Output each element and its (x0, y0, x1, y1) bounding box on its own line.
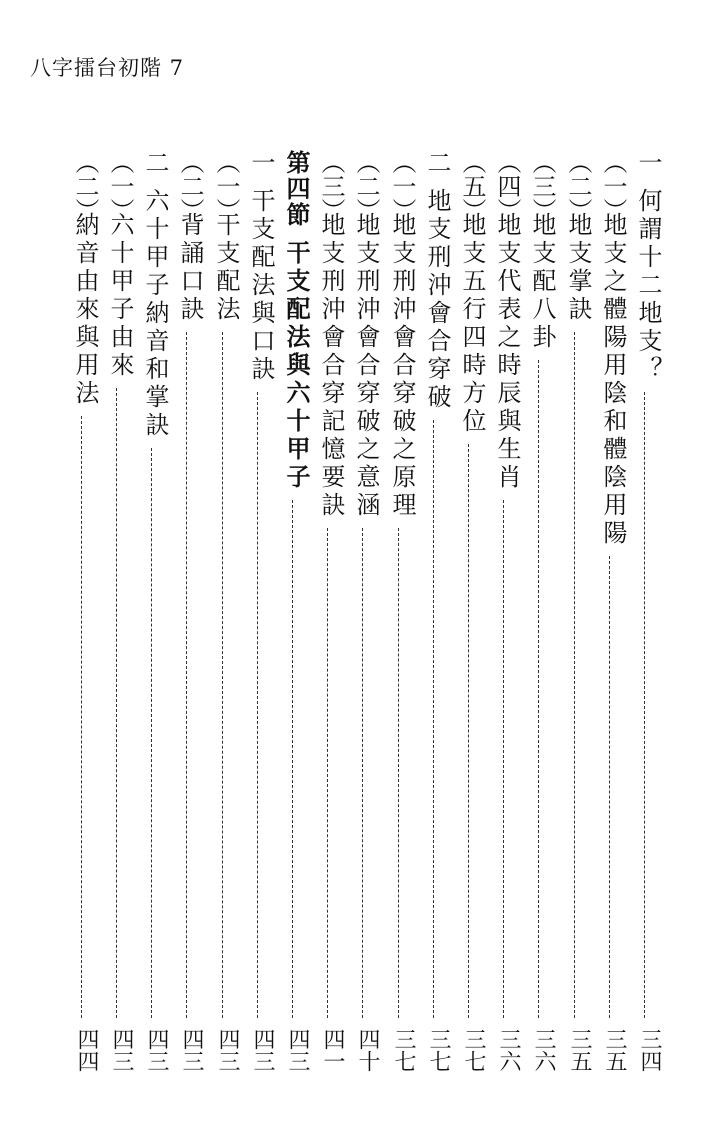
toc-entry-title: 何謂十二地支？ (634, 188, 662, 384)
toc-page-number: 三七 (426, 1028, 451, 1072)
toc-entry-marker: （一） (212, 150, 240, 222)
dotted-leader (398, 528, 399, 1018)
toc-entry (384, 150, 414, 1080)
toc-entry (243, 150, 273, 1080)
toc-entry-title: 地支刑沖會合穿破 (423, 188, 451, 412)
toc-entry (630, 150, 660, 1080)
toc-page-number: 三六 (496, 1028, 521, 1072)
toc-entry-marker: 二 (423, 150, 451, 174)
toc-page-number: 四三 (250, 1028, 275, 1072)
toc-entry-marker: （一） (106, 150, 134, 222)
toc-entry (560, 150, 590, 1080)
dotted-leader (327, 528, 328, 1018)
dotted-leader (609, 556, 610, 1018)
dotted-leader (503, 500, 504, 1018)
toc-entry-title: 干支配法與口訣 (247, 188, 275, 384)
toc-page-number: 三五 (602, 1028, 627, 1072)
toc-entry-title: 干支配法與六十甲子 (282, 240, 311, 492)
toc-entry-marker: （五） (458, 150, 486, 222)
toc-page-number: 四三 (179, 1028, 204, 1072)
toc-entry (454, 150, 484, 1080)
toc-entry (419, 150, 449, 1080)
toc-page-number: 四一 (320, 1028, 345, 1072)
toc-entry-title: 地支之體陽用陰和體陰用陽 (599, 212, 627, 548)
toc-entry-title: 干支配法 (212, 212, 240, 324)
toc-entry (489, 150, 519, 1080)
toc-entry-title: 地支配八卦 (528, 212, 556, 352)
dotted-leader (362, 528, 363, 1018)
toc-entry (208, 150, 238, 1080)
toc-entry-marker: （四） (493, 150, 521, 222)
toc-page-number: 三七 (461, 1028, 486, 1072)
toc-entry (172, 150, 202, 1080)
dotted-leader (468, 444, 469, 1018)
toc-entry (524, 150, 554, 1080)
running-header: 八字擂台初階 7 (30, 56, 185, 80)
toc-entry-title: 納音由來與用法 (71, 212, 99, 408)
toc-page-number: 三五 (567, 1028, 592, 1072)
toc-entry (595, 150, 625, 1080)
toc-entry-title: 六十甲子納音和掌訣 (141, 188, 169, 440)
toc-page-number: 三七 (391, 1028, 416, 1072)
toc-entry-title: 地支刑沖會合穿破之意涵 (352, 212, 380, 520)
toc-page-number: 四三 (215, 1028, 240, 1072)
dotted-leader (433, 420, 434, 1018)
dotted-leader (257, 392, 258, 1018)
toc-entry-marker: （二） (352, 150, 380, 222)
toc-entry-marker: （二） (176, 150, 204, 222)
dotted-leader (538, 360, 539, 1018)
toc-entry (348, 150, 378, 1080)
toc-entry-title: 地支五行四時方位 (458, 212, 486, 436)
toc-page-number: 四三 (109, 1028, 134, 1072)
toc-entry-title: 背誦口訣 (176, 212, 204, 324)
toc-section-heading (278, 150, 311, 1080)
toc-page-number: 三六 (531, 1028, 556, 1072)
toc-entry-marker: （二） (71, 150, 99, 222)
dotted-leader (644, 392, 645, 1018)
toc-entry (67, 150, 97, 1080)
toc-entry-marker: （三） (317, 150, 345, 222)
toc-entry (137, 150, 167, 1080)
toc-entry-marker: 二 (141, 150, 169, 174)
toc-page-number: 四三 (144, 1028, 169, 1072)
toc-page-number: 三四 (637, 1028, 662, 1072)
toc-entry-title: 地支掌訣 (564, 212, 592, 324)
dotted-leader (151, 448, 152, 1018)
toc-entry-title: 六十甲子由來 (106, 212, 134, 380)
dotted-leader (186, 332, 187, 1018)
toc-entry-marker: （二） (564, 150, 592, 222)
toc-entry-marker: 一 (247, 150, 275, 174)
toc-entry-title: 地支代表之時辰與生肖 (493, 212, 521, 492)
toc-entry-title: 地支刑沖會合穿破之原理 (388, 212, 416, 520)
toc-entry-marker: （一） (599, 150, 627, 222)
toc-entry-marker: 一 (634, 150, 662, 174)
dotted-leader (574, 332, 575, 1018)
toc-entry-title: 地支刑沖會合穿記憶要訣 (317, 212, 345, 520)
toc-entry-marker: 第四節 (282, 150, 311, 228)
toc-page-number: 四三 (285, 1028, 310, 1072)
dotted-leader (292, 500, 293, 1018)
toc-page-number: 四四 (74, 1028, 99, 1072)
dotted-leader (116, 388, 117, 1018)
toc-entry-marker: （三） (528, 150, 556, 222)
toc-entry-marker: （一） (388, 150, 416, 222)
dotted-leader (81, 416, 82, 1018)
toc-page-number: 四十 (355, 1028, 380, 1072)
toc-entry (313, 150, 343, 1080)
dotted-leader (222, 332, 223, 1018)
toc-entry (102, 150, 132, 1080)
